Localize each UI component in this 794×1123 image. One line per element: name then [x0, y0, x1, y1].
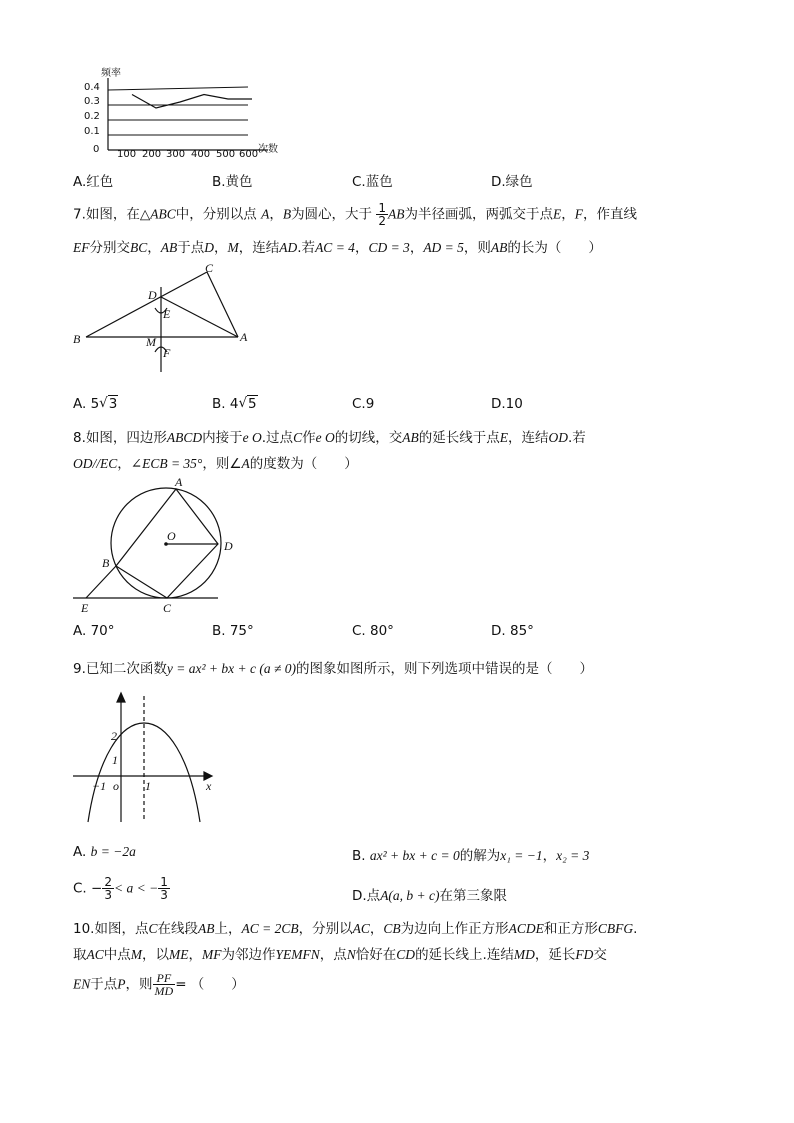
q7-fig-label-M: M	[146, 335, 156, 349]
q10-stem-line2: 取AC中点M，以ME，MF为邻边作YEMFN，点N恰好在CD的延长线上.连结MD，延长FD交	[73, 947, 607, 963]
q6-option-a: A.红色	[73, 174, 114, 190]
q8-fig-label-B: B	[102, 556, 110, 570]
q7-fig-label-E: E	[163, 307, 171, 321]
q7-option-d: D.10	[491, 396, 523, 412]
freq-xtick-600: 600	[239, 149, 259, 160]
y-arrow	[117, 693, 125, 702]
freq-ytick-0.2: 0.2	[84, 111, 100, 122]
freq-xtick-300: 300	[166, 149, 186, 160]
q10-stem-line1: 10.如图，点C在线段AB上，AC = 2CB，分别以AC，CB为边向上作正方形ACDE和正方形CBFG.	[73, 921, 638, 937]
q9-option-c: C. − $\frac{2}{3}$ < a < − $\frac{1}{3}$	[73, 875, 168, 902]
q7-fig-label-F: F	[163, 346, 171, 360]
freq-ytick-0.1: 0.1	[84, 126, 100, 137]
freq-ytick-0.4: 0.4	[84, 82, 100, 93]
freq-xtick-200: 200	[142, 149, 162, 160]
q7-fig-label-B: B	[73, 332, 81, 346]
q7-stem-line2: EF分别交BC，AB于点D，M，连结AD.若AC = 4，CD = 3，AD = 5，则AB的长为（ ）	[73, 240, 602, 256]
q7-option-b: B. 4√5	[212, 395, 257, 412]
q8-fig-label-E: E	[81, 601, 89, 615]
q9-fig-label-origin: o	[113, 779, 119, 793]
q9-option-d: D.点A(a, b + c)在第三象限	[352, 888, 508, 904]
q7-option-c: C.9	[352, 396, 375, 412]
q9-option-a: A. b = −2a	[73, 844, 136, 860]
q6-option-d: D.绿色	[491, 174, 533, 190]
q9-option-b: B. ax² + bx + c = 0的解为x₁ = −1，x₂ = 3	[352, 848, 590, 864]
freq-xlabel: 次数	[258, 144, 278, 155]
q8-fig-label-C: C	[163, 601, 172, 615]
q8-fig-label-O: O	[167, 529, 176, 543]
q9-fig-label-x1: 1	[145, 779, 151, 793]
q8-stem-line2: OD//EC，∠ECB = 35°，则∠A的度数为（ ）	[73, 456, 358, 472]
freq-ytick-0.3: 0.3	[84, 96, 100, 107]
q7-fig-label-C: C	[205, 261, 214, 275]
q9-fig-label-2: 2	[111, 729, 117, 743]
q8-option-b: B. 75°	[212, 623, 254, 639]
q8-option-a: A. 70°	[73, 623, 115, 639]
freq-xtick-500: 500	[216, 149, 236, 160]
freq-ytick-0: 0	[93, 144, 100, 155]
freq-xtick-100: 100	[117, 149, 137, 160]
q7-option-a: A. 5√3	[73, 395, 118, 412]
q8-option-c: C. 80°	[352, 623, 394, 639]
q8-stem-line1: 8.如图，四边形ABCD内接于e O.过点C作e O的切线，交AB的延长线于点E，连结OD.若	[73, 430, 586, 446]
q8-fig-label-A: A	[175, 475, 183, 489]
q9-fig-label-x: x	[206, 779, 212, 793]
q7-fig-label-A: A	[240, 330, 248, 344]
q10-stem-line3: EN于点P，则 $\frac{PF}{MD}$ = （ ）	[73, 971, 245, 998]
freq-ylabel: 频率	[101, 68, 121, 79]
q6-option-b: B.黄色	[212, 174, 253, 190]
q9-fig-label-1: 1	[112, 753, 118, 767]
q7-fig-label-D: D	[148, 288, 157, 302]
q8-fig-label-D: D	[224, 539, 233, 553]
q9-fig-label-neg1: −1	[92, 779, 107, 793]
freq-xtick-400: 400	[191, 149, 211, 160]
fraction-one-half: $\frac{1}{2}$	[378, 201, 386, 228]
q7-stem-line1: 7.如图，在△ABC中，分别以点 A，B为圆心，大于 $\frac{1}{2}$ AB为半径画弧，两弧交于点E，F，作直线	[73, 201, 637, 228]
q8-option-d: D. 85°	[491, 623, 534, 639]
parabola	[88, 723, 200, 822]
q6-option-c: C.蓝色	[352, 174, 393, 190]
q9-stem: 9.已知二次函数y = ax² + bx + c (a ≠ 0)的图象如图所示，则下列选项中错误的是（ ）	[73, 661, 594, 677]
fraction-PF-over-MD: $\frac{PF}{MD}$	[154, 971, 174, 998]
